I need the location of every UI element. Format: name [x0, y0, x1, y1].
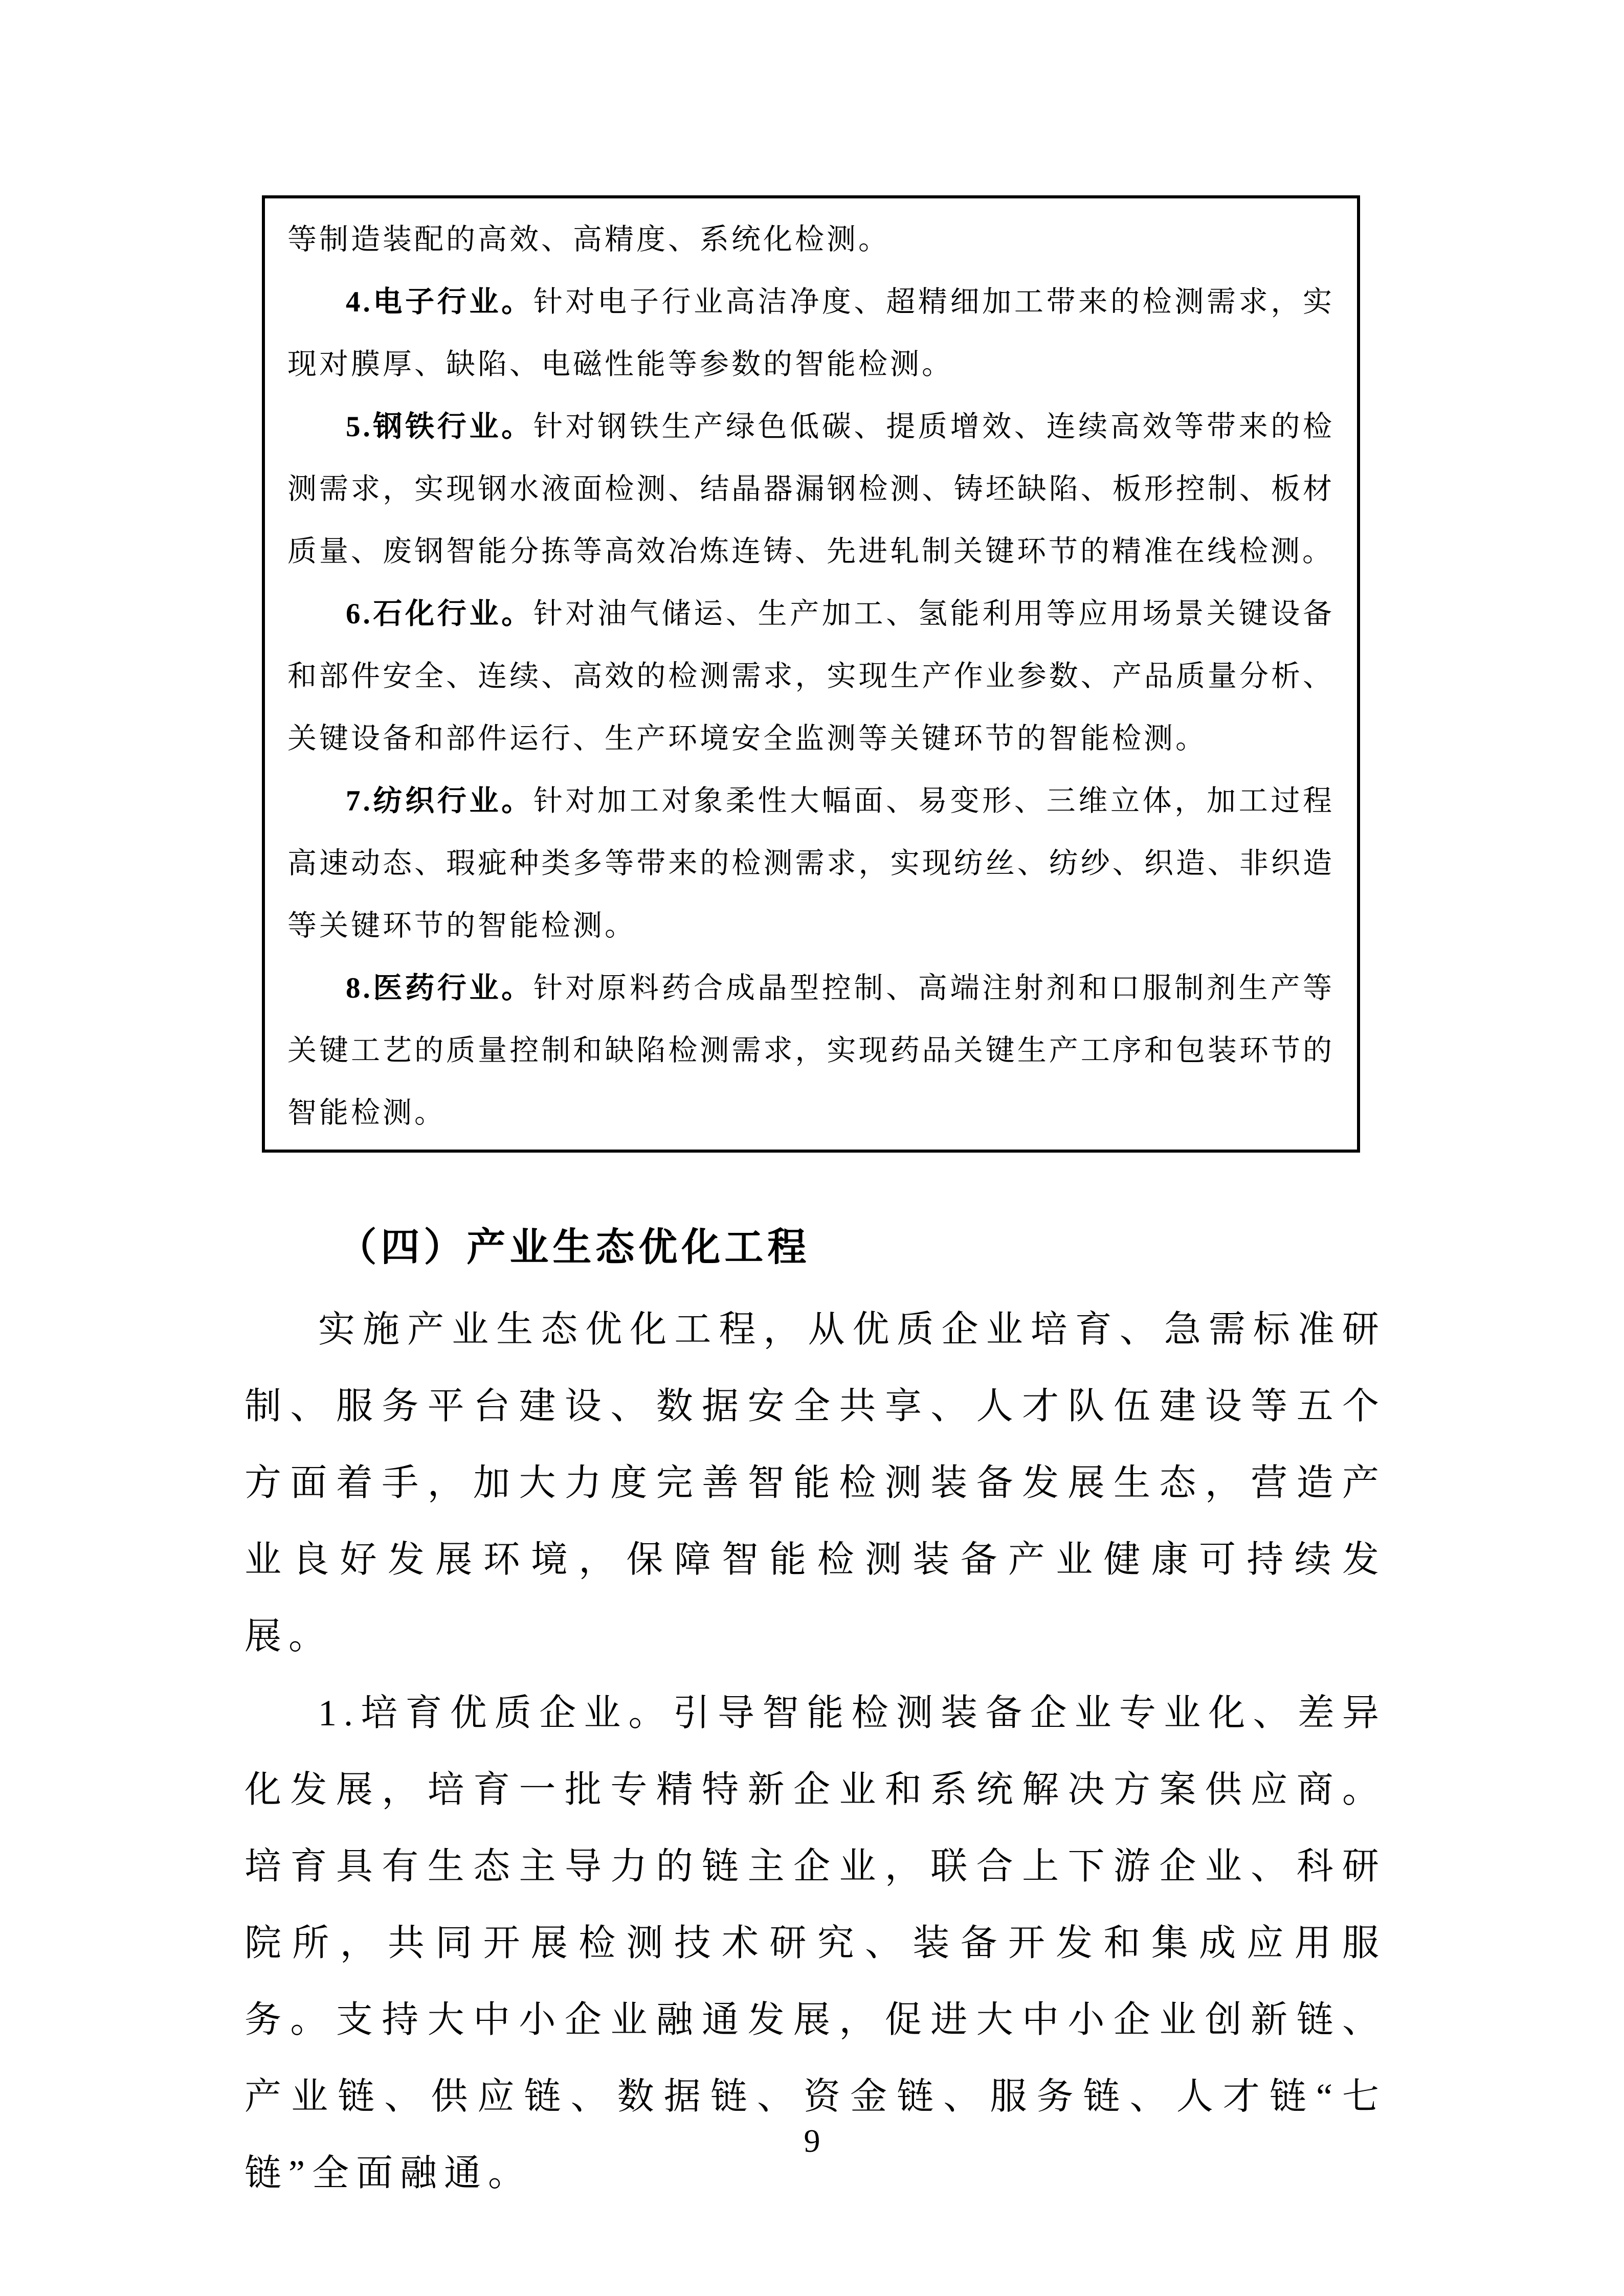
box-item-petrochemical [287, 583, 1334, 770]
box-item-steel-label: 5.钢铁行业。 [346, 411, 533, 443]
box-item-electronics-label: 4.电子行业。 [346, 286, 533, 318]
section-four-heading: （四）产业生态优化工程 [338, 1226, 811, 1269]
box-item-textile-label: 7.纺织行业。 [346, 785, 533, 817]
page-number: 9 [804, 2123, 820, 2159]
box-continuation-line: 等制造装配的高效、高精度、系统化检测。 [287, 223, 890, 256]
box-item-electronics-text: 针对电子行业高洁净度、超精细加工带来的检测需求，实现对膜厚、缺陷、电磁性能等参数的智能检测。 [287, 286, 1335, 380]
box-item-steel [287, 396, 1334, 583]
section-four-paragraph-2: 1.培育优质企业。引导智能检测装备企业专业化、差异化发展，培育一批专精特新企业和系统解决方案供应商。培育具有生态主导力的链主企业，联合上下游企业、科研院所，共同开展检测技术研究、装备开发和集成应用服务。支持大中小企业融通发展，促进大中小企业创新链、产业链、供应链、数据链、资金链、服务链、人才链“七链”全面融通。 [244, 1693, 1386, 2194]
box-item-pharmaceutical-text: 针对原料药合成晶型控制、高端注射剂和口服制剂生产等关键工艺的质量控制和缺陷检测需求，实现药品关键生产工序和包装环节的智能检测。 [287, 972, 1335, 1129]
box-item-pharmaceutical-label: 8.医药行业。 [346, 972, 533, 1004]
box-item-pharmaceutical [287, 957, 1334, 1144]
box-item-electronics [287, 271, 1334, 396]
box-item-textile [287, 770, 1334, 957]
box-item-petrochemical-text: 针对油气储运、生产加工、氢能利用等应用场景关键设备和部件安全、连续、高效的检测需求，实现生产作业参数、产品质量分析、关键设备和部件运行、生产环境安全监测等关键环节的智能检测。 [287, 598, 1335, 755]
section-four [244, 1204, 1386, 2212]
box-item-steel-text: 针对钢铁生产绿色低碳、提质增效、连续高效等带来的检测需求，实现钢水液面检测、结晶器漏钢检测、铸坯缺陷、板形控制、板材质量、废钢智能分拣等高效冶炼连铸、先进轧制关键环节的精准在线检测。 [287, 411, 1335, 568]
box-item-textile-text: 针对加工对象柔性大幅面、易变形、三维立体，加工过程高速动态、瑕疵种类多等带来的检测需求，实现纺丝、纺纱、织造、非织造等关键环节的智能检测。 [287, 785, 1335, 942]
section-four-paragraph-1: 实施产业生态优化工程，从优质企业培育、急需标准研制、服务平台建设、数据安全共享、人才队伍建设等五个方面着手，加大力度完善智能检测装备发展生态，营造产业良好发展环境，保障智能检测装备产业健康可持续发展。 [244, 1309, 1386, 1657]
industry-detection-box [262, 195, 1360, 1153]
box-item-petrochemical-label: 6.石化行业。 [346, 598, 533, 630]
